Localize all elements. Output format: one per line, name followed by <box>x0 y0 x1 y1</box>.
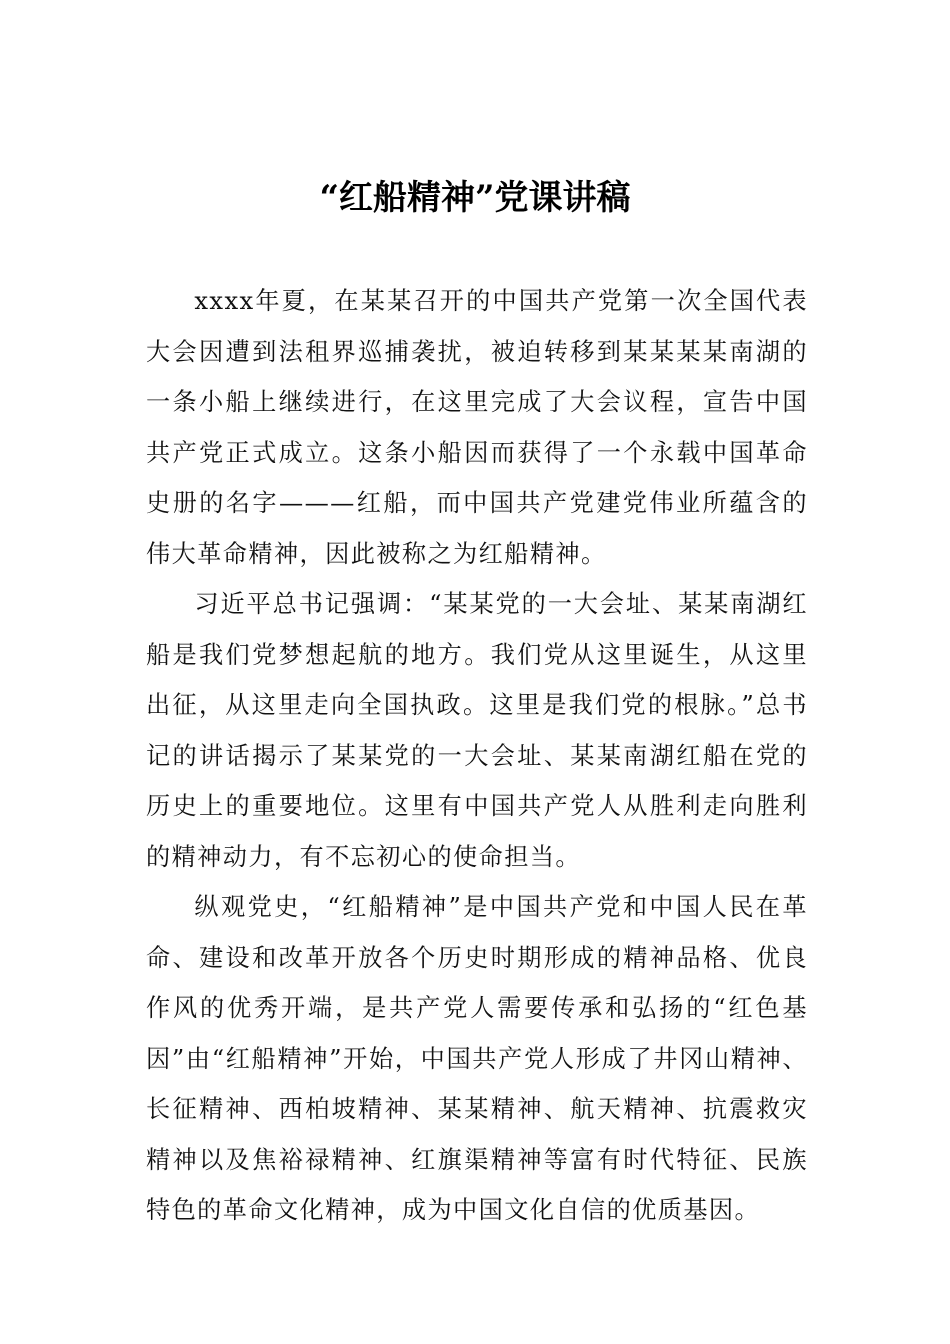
paragraph-2: 习近平总书记强调：“某某党的一大会址、某某南湖红船是我们党梦想起航的地方。我们党从这里诞生，从这里出征，从这里走向全国执政。这里是我们党的根脉。”总书记的讲话揭示了某某党的一大会址、某某南湖红船在党的历史上的重要地位。这里有中国共产党人从胜利走向胜利的精神动力，有不忘初心的使命担当。 <box>146 590 808 871</box>
document-title: “红船精神”党课讲稿 <box>319 178 631 218</box>
paragraph-3: 纵观党史，“红船精神”是中国共产党和中国人民在革命、建设和改革开放各个历史时期形成的精神品格、优良作风的优秀开端，是共产党人需要传承和弘扬的“红色基因”由“红船精神”开始，中国共产党人形成了井冈山精神、长征精神、西柏坡精神、某某精神、航天精神、抗震救灾精神以及焦裕禄精神、红旗渠精神等富有时代特征、民族特色的革命文化精神，成为中国文化自信的优质基因。 <box>146 893 808 1224</box>
document-body <box>146 276 808 1236</box>
paragraph-1: xxxx年夏，在某某召开的中国共产党第一次全国代表大会因遭到法租界巡捕袭扰，被迫转移到某某某某南湖的一条小船上继续进行，在这里完成了大会议程，宣告中国共产党正式成立。这条小船因而获得了一个永载中国革命史册的名字———红船，而中国共产党建党伟业所蕴含的伟大革命精神，因此被称之为红船精神。 <box>146 287 808 568</box>
